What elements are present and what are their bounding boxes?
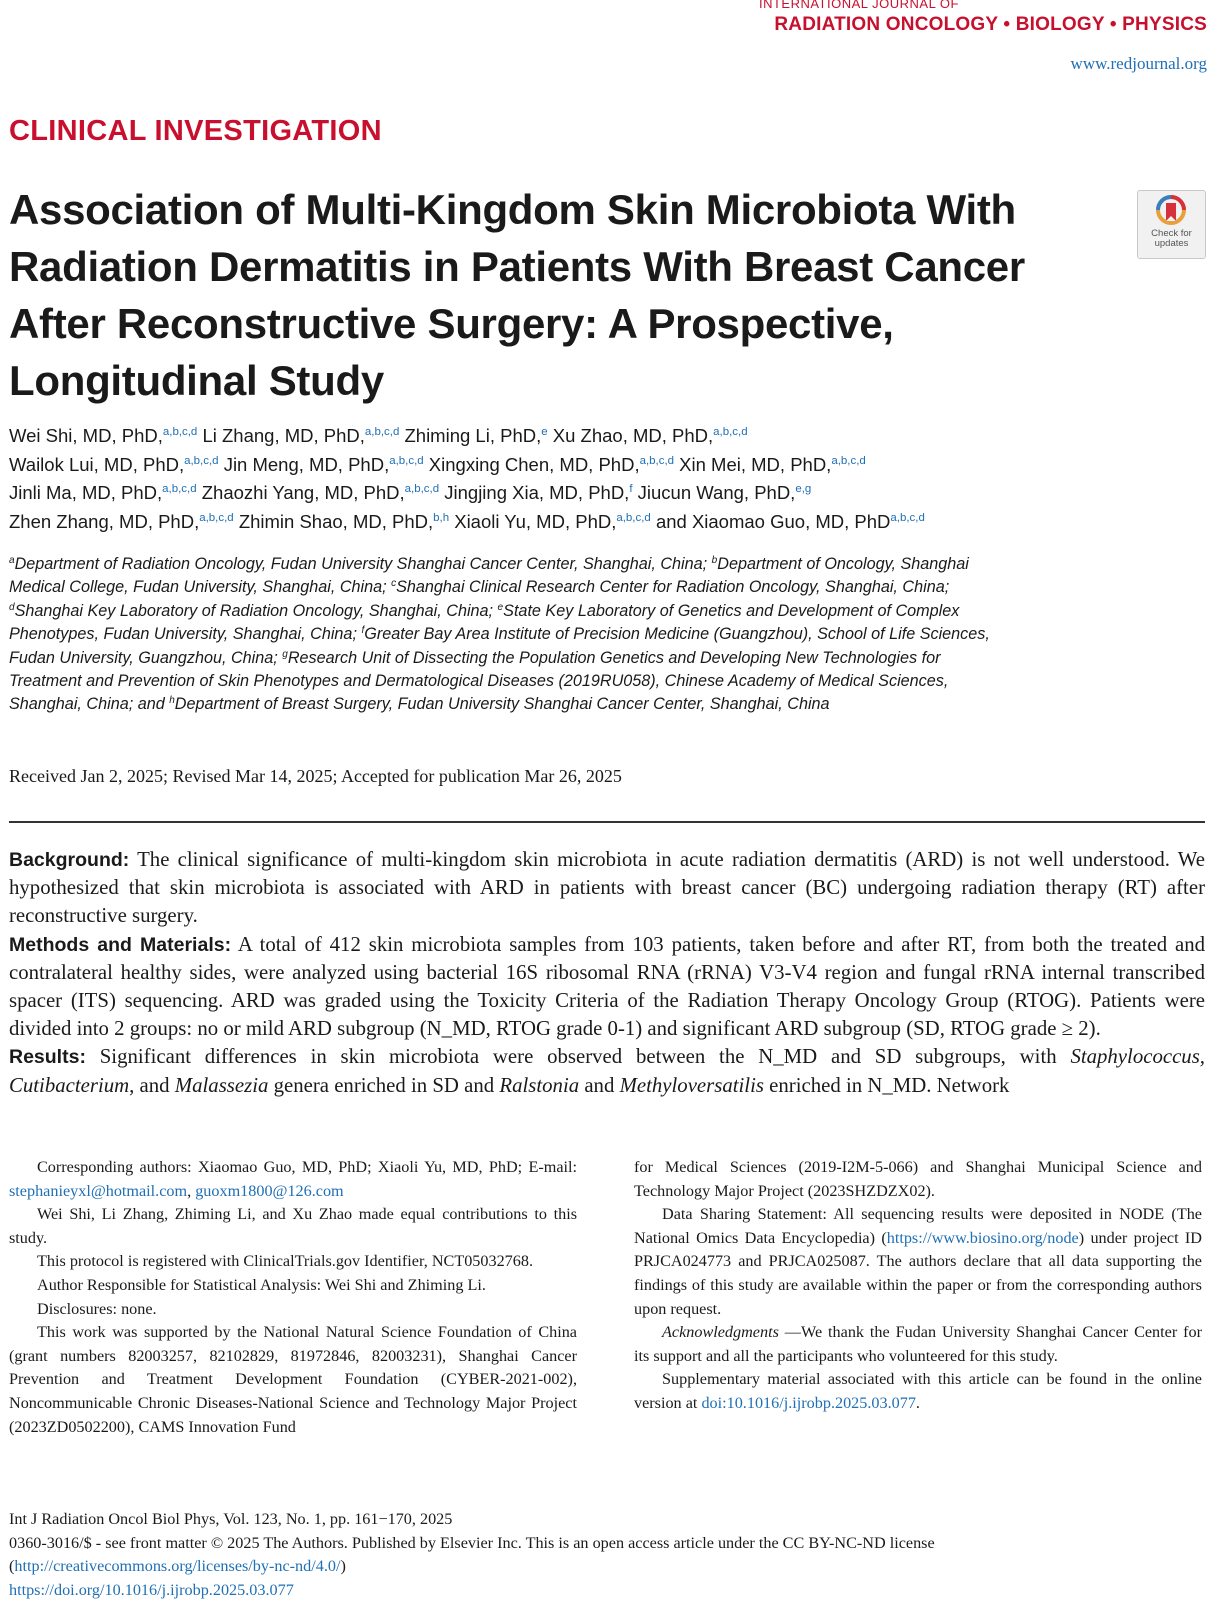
data-sharing-note: Data Sharing Statement: All sequencing results were deposited in NODE (The National Omics Data Encyclopedia) (https://www.biosino.org/node) under project ID PRJCA024773 and PRJCA025087. The authors declare that all data supporting the findings of this study are available within the paper or from the corresponding authors upon request. (634, 1205, 1202, 1318)
journal-url-link[interactable]: www.redjournal.org (1070, 54, 1207, 73)
abstract-background: Background: The clinical significance of multi-kingdom skin microbiota in acute radiation dermatitis (ARD) is not well understood. We hypothesized that skin microbiota is associated with ARD in patients with breast cancer (BC) undergoing radiation therapy (RT) after reconstructive surgery. (9, 848, 1205, 928)
page-footer (9, 1508, 1209, 1602)
acknowledgments-note: Acknowledgments —We thank the Fudan University Shanghai Cancer Center for its support and all the participants who volunteered for this study. (634, 1323, 1202, 1365)
affiliation-text: Department of Radiation Oncology, Fudan University Shanghai Cancer Center, Shanghai, China; (14, 555, 712, 573)
author-name: Jinli Ma, MD, PhD,$^{a,b,c,d}$ (9, 482, 197, 503)
license-link-line: (http://creativecommons.org/licenses/by-nc-nd/4.0/) (9, 1557, 346, 1576)
author-name: and Xiaomao Guo, MD, PhD$^{a,b,c,d}$ (655, 510, 925, 532)
check-for-updates-line1: Check for (1151, 228, 1192, 239)
abstract-results: Results: Significant differences in skin microbiota were observed between the N_MD and SD subgroups, with Staphylococcus, Cutibacterium, and Malassezia genera enriched in SD and Ralstonia and Methyloversatilis enriched in N_MD. Network (9, 1045, 1205, 1097)
divider (9, 821, 1205, 823)
author-name: Jingjing Xia, MD, PhD,$^f$ (444, 482, 633, 503)
crossmark-icon (1156, 195, 1186, 227)
supplementary-note: Supplementary material associated with this article can be found in the online version at doi:10.1016/j.ijrobp.2025.03.077. (634, 1370, 1202, 1412)
author-name: Zhaozhi Yang, MD, PhD,$^{a,b,c,d}$ (201, 482, 440, 503)
email-link[interactable]: stephanieyxl@hotmail.com (9, 1181, 188, 1200)
equal-contribution-note: Wei Shi, Li Zhang, Zhiming Li, and Xu Zhao made equal contributions to this study. (9, 1205, 577, 1247)
author-name: Jiucun Wang, PhD,$^{e,g}$ (637, 482, 812, 503)
article-title: Association of Multi-Kingdom Skin Microbiota With Radiation Dermatitis in Patients With Breast Cancer After Reconstructive Surgery: A Prospective, Longitudinal Study (9, 186, 1025, 404)
affiliation-text: State Key Laboratory of Genetics and Development of Complex Phenotypes, Fudan University, Shanghai, China; (9, 601, 960, 644)
author-name: Zhen Zhang, MD, PhD,$^{a,b,c,d}$ (9, 510, 234, 532)
author-name: Wailok Lui, MD, PhD,$^{a,b,c,d}$ (9, 453, 219, 475)
affiliation-text: Department of Breast Surgery, Fudan University Shanghai Cancer Center, Shanghai, China (174, 695, 830, 714)
journal-name-small: INTERNATIONAL JOURNAL OF (758, 0, 959, 11)
funding-note: This work was supported by the National Natural Science Foundation of China (grant numbers 82003257, 82102829, 81972846, 82003231), Shanghai Cancer Prevention and Treatment Development Foundation (CYBER-2021-002), Noncommunicable Chronic Diseases-National Science and Technology Major Project (2023ZD0502200), CAMS Innovation Fund (9, 1323, 577, 1436)
supplementary-doi-link[interactable]: doi:10.1016/j.ijrobp.2025.03.077 (701, 1393, 916, 1412)
doi-link[interactable]: https://doi.org/10.1016/j.ijrobp.2025.03.077 (9, 1580, 294, 1599)
license-link[interactable]: http://creativecommons.org/licenses/by-nc-nd/4.0/ (14, 1557, 341, 1576)
affiliation-text: Department of Oncology, Shanghai Medical College, Fudan University, Shanghai, China; (9, 555, 969, 597)
affiliation-text: Research Unit of Dissecting the Population Genetics and Developing New Technologies for Treatment and Prevention of Skin Phenotypes and Dermatological Diseases (2019RU058), Chinese Academy of Medical Sciences, Shanghai, China; and (9, 648, 949, 714)
citation: Int J Radiation Oncol Biol Phys, Vol. 123, No. 1, pp. 161−170, 2025 (9, 1510, 453, 1528)
funding-note-continued: for Medical Sciences (2019-I2M-5-066) and Shanghai Municipal Science and Technology Major Project (2023SHZDZX02). (634, 1158, 1202, 1200)
affiliation-text: Greater Bay Area Institute of Precision Medicine (Guangzhou), School of Life Sciences, Fudan University, Guangzhou, China; (9, 625, 990, 667)
author-name: Zhimin Shao, MD, PhD,$^{b,h}$ (238, 510, 450, 532)
section-label: CLINICAL INVESTIGATION (9, 115, 382, 147)
author-name: Xingxing Chen, MD, PhD,$^{a,b,c,d}$ (428, 453, 675, 475)
affiliation-text: Shanghai Key Laboratory of Radiation Oncology, Shanghai, China; (14, 601, 498, 620)
statistics-note: Author Responsible for Statistical Analysis: Wei Shi and Zhiming Li. (37, 1275, 486, 1294)
journal-name: RADIATION ONCOLOGY • BIOLOGY • PHYSICS (774, 14, 1207, 35)
corresponding-authors: Corresponding authors: Xiaomao Guo, MD, PhD; Xiaoli Yu, MD, PhD; E-mail: stephanieyxl@hotmail.com, guoxm1800@126.com (9, 1158, 577, 1200)
author-name: Li Zhang, MD, PhD,$^{a,b,c,d}$ (202, 425, 400, 446)
author-name: Xu Zhao, MD, PhD,$^{a,b,c,d}$ (552, 425, 748, 446)
disclosures-note: Disclosures: none. (37, 1299, 157, 1318)
footnotes-right (634, 1156, 1202, 1416)
abstract-methods: Methods and Materials: A total of 412 skin microbiota samples from 103 patients, taken before and after RT, from both the treated and contralateral healthy sides, were analyzed using bacterial 16S ribosomal RNA (rRNA) V3-V4 region and fungal rRNA internal transcribed spacer (ITS) sequencing. ARD was graded using the Toxicity Criteria of the Radiation Therapy Oncology Group (RTOG). Patients were divided into 2 groups: no or mild ARD subgroup (N_MD, RTOG grade 0-1) and significant ARD subgroup (SD, RTOG grade ≥ 2). (9, 932, 1206, 1041)
check-for-updates-line2: updates (1154, 238, 1189, 249)
abstract (9, 846, 1205, 1100)
email-link[interactable]: guoxm1800@126.com (195, 1181, 344, 1200)
author-name: Xiaoli Yu, MD, PhD,$^{a,b,c,d}$ (454, 510, 651, 532)
license-statement: 0360-3016/$ - see front matter © 2025 The Authors. Published by Elsevier Inc. This is an open access article under the CC BY-NC-ND license (9, 1533, 935, 1552)
check-for-updates-button[interactable] (1137, 190, 1206, 259)
affiliation-text: Shanghai Clinical Research Center for Radiation Oncology, Shanghai, China; (396, 578, 950, 597)
footnotes-left (9, 1156, 577, 1439)
author-name: Wei Shi, MD, PhD,$^{a,b,c,d}$ (9, 425, 198, 446)
author-name: Jin Meng, MD, PhD,$^{a,b,c,d}$ (223, 453, 424, 475)
node-link[interactable]: https://www.biosino.org/node (886, 1228, 1079, 1247)
author-name: Zhiming Li, PhD,$^e$ (404, 425, 548, 446)
affiliations: $^a$Department of Radiation Oncology, Fudan University Shanghai Cancer Center, Shanghai, China; $^b$Department of Oncology, Shanghai Medical College, Fudan University, Shanghai, China; $^c$Shanghai Clinical Research Center for Radiation Oncology, Shanghai, China; $^d$Shanghai Key Laboratory of Radiation Oncology, Shanghai, China; $^e$State Key Laboratory of Genetics and Development of Complex Phenotypes, Fudan University, Shanghai, China; $^f$Greater Bay Area Institute of Precision Medicine (Guangzhou), School of Life Sciences, Fudan University, Guangzhou, China; $^g$Research Unit of Dissecting the Population Genetics and Developing New Technologies for Treatment and Prevention of Skin Phenotypes and Dermatological Diseases (2019RU058), Chinese Academy of Medical Sciences, Shanghai, China; and $^h$Department of Breast Surgery, Fudan University Shanghai Cancer Center, Shanghai, China (9, 554, 990, 714)
received-dates: Received Jan 2, 2025; Revised Mar 14, 2025; Accepted for publication Mar 26, 2025 (9, 766, 622, 786)
protocol-note: This protocol is registered with ClinicalTrials.gov Identifier, NCT05032768. (37, 1252, 534, 1271)
author-name: Xin Mei, MD, PhD,$^{a,b,c,d}$ (679, 453, 866, 475)
author-list (9, 422, 1209, 536)
